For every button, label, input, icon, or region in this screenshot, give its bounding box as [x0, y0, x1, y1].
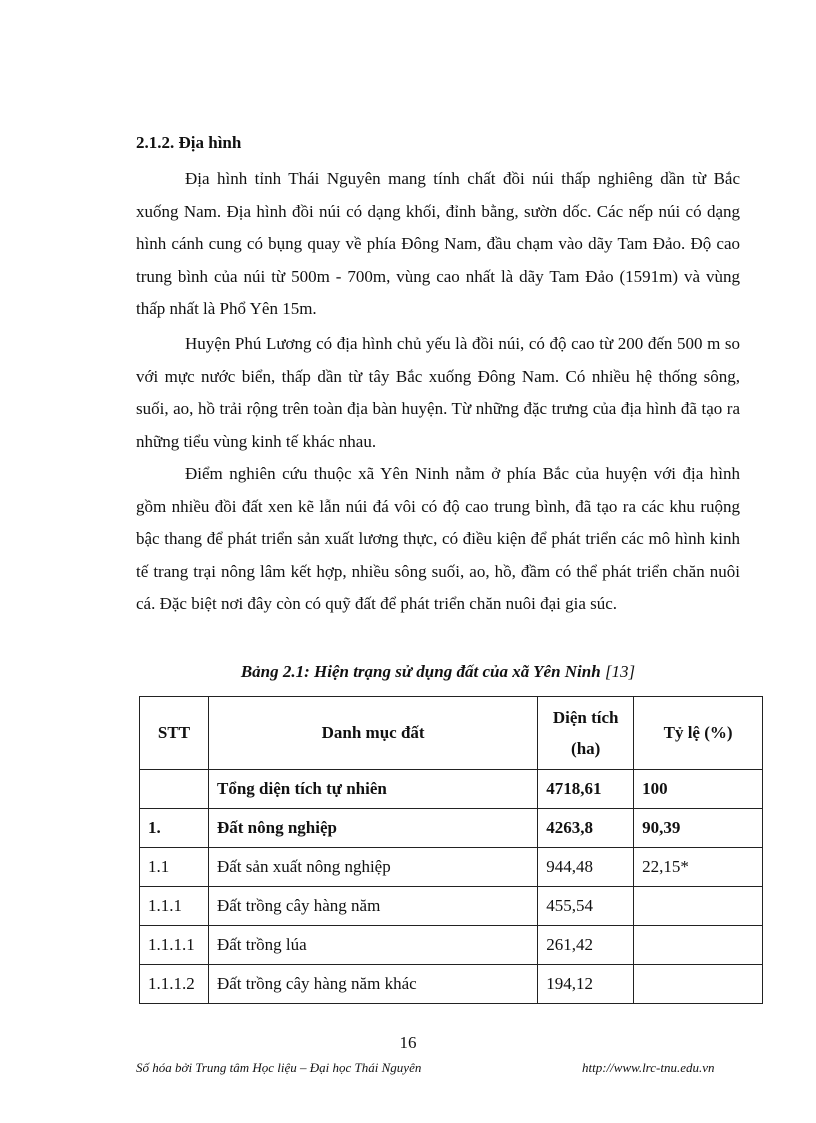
cell-stt: 1.1.1.2	[140, 965, 209, 1004]
cell-ratio: 90,39	[634, 809, 763, 848]
paragraph-terrain-district: Huyện Phú Lương có địa hình chủ yếu là đồi núi, có độ cao từ 200 đến 500 m so với mực nước biển, thấp dần từ tây Bắc xuống Đông Nam. Có nhiều hệ thống sông, suối, ao, hồ trải rộng trên toàn địa bàn huyện. Từ những đặc trưng của địa hình đã tạo ra những tiểu vùng kinh tế khác nhau.	[136, 334, 740, 451]
section-heading: 2.1.2. Địa hình	[136, 133, 242, 152]
cell-stt: 1.	[140, 809, 209, 848]
header-area: Diện tích (ha)	[538, 697, 634, 770]
table-row	[140, 848, 763, 887]
footer-url: http://www.lrc-tnu.edu.vn	[582, 1060, 715, 1075]
header-ratio: Tỷ lệ (%)	[634, 697, 763, 770]
cell-ratio	[634, 965, 763, 1004]
cell-stt: 1.1.1.1	[140, 926, 209, 965]
cell-area: 4263,8	[538, 809, 634, 848]
cell-ratio	[634, 887, 763, 926]
cell-ratio: 100	[634, 770, 763, 809]
cell-stt: 1.1.1	[140, 887, 209, 926]
cell-area: 194,12	[538, 965, 634, 1004]
header-stt: STT	[140, 697, 209, 770]
cell-category: Đất nông nghiệp	[208, 809, 537, 848]
cell-category: Đất trồng lúa	[208, 926, 537, 965]
table-row	[140, 809, 763, 848]
cell-stt	[140, 770, 209, 809]
cell-area: 261,42	[538, 926, 634, 965]
footer-source: Số hóa bởi Trung tâm Học liệu – Đại học Thái Nguyên	[136, 1060, 422, 1075]
cell-category: Đất trồng cây hàng năm khác	[208, 965, 537, 1004]
cell-area: 944,48	[538, 848, 634, 887]
table-row	[140, 965, 763, 1004]
table-caption-ref: [13]	[604, 662, 636, 681]
cell-category: Đất sản xuất nông nghiệp	[208, 848, 537, 887]
cell-ratio	[634, 926, 763, 965]
header-category: Danh mục đất	[208, 697, 537, 770]
land-use-table	[139, 696, 763, 1004]
table-caption	[136, 662, 740, 682]
cell-stt: 1.1	[140, 848, 209, 887]
page-number: 16	[399, 1033, 417, 1052]
cell-area: 4718,61	[538, 770, 634, 809]
cell-ratio: 22,15*	[634, 848, 763, 887]
table-row	[140, 926, 763, 965]
cell-category: Đất trồng cây hàng năm	[208, 887, 537, 926]
cell-category: Tổng diện tích tự nhiên	[208, 770, 537, 809]
paragraph-terrain-province: Địa hình tỉnh Thái Nguyên mang tính chất đồi núi thấp nghiêng dần từ Bắc xuống Nam. Địa hình đồi núi có dạng khối, đỉnh bằng, sườn dốc. Các nếp núi có dạng hình cánh cung có bụng quay về phía Đông Nam, đầu chạm vào dãy Tam Đảo. Độ cao trung bình của núi từ 500m - 700m, vùng cao nhất là dãy Tam Đảo (1591m) và vùng thấp nhất là Phổ Yên 15m.	[136, 169, 740, 318]
table-row	[140, 887, 763, 926]
table-row	[140, 770, 763, 809]
table-header-row	[140, 697, 763, 770]
cell-area: 455,54	[538, 887, 634, 926]
table-caption-title: Bảng 2.1: Hiện trạng sử dụng đất của xã Yên Ninh	[240, 662, 601, 681]
paragraph-study-site: Điểm nghiên cứu thuộc xã Yên Ninh nằm ở phía Bắc của huyện với địa hình gồm nhiều đồi đất xen kẽ lẫn núi đá vôi có độ cao trung bình, đã tạo ra các khu ruộng bậc thang để phát triển sản xuất lương thực, có điều kiện để phát triển các mô hình kinh tế trang trại nông lâm kết hợp, nhiều sông suối, ao, hồ, đầm có thể phát triển chăn nuôi cá. Đặc biệt nơi đây còn có quỹ đất để phát triển chăn nuôi đại gia súc.	[136, 464, 740, 613]
